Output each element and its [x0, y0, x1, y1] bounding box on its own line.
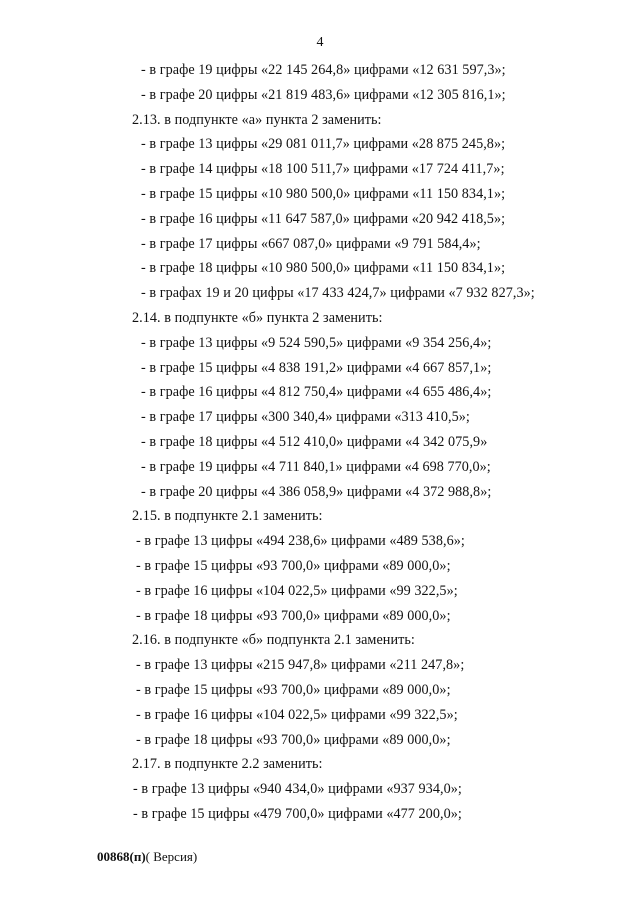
amendment-item: - в графе 15 цифры «93 700,0» цифрами «89 000,0»;: [136, 558, 451, 574]
amendment-item: - в графе 17 цифры «300 340,4» цифрами «313 410,5»;: [141, 409, 470, 426]
section-heading: 2.13. в подпункте «а» пункта 2 заменить:: [132, 111, 382, 128]
amendment-item: - в графе 13 цифры «494 238,6» цифрами «489 538,6»;: [136, 533, 465, 550]
amendment-item: - в графе 14 цифры «18 100 511,7» цифрами «17 724 411,7»;: [141, 161, 505, 178]
amendment-item: - в графе 16 цифры «11 647 587,0» цифрами «20 942 418,5»;: [141, 210, 506, 227]
amendment-item: - в графе 13 цифры «29 081 011,7» цифрами «28 875 245,8»;: [141, 136, 506, 153]
amendment-item: - в графе 18 цифры «93 700,0» цифрами «89 000,0»;: [136, 607, 451, 624]
amendment-item: - в графе 17 цифры «667 087,0» цифрами «9 791 584,4»;: [141, 235, 481, 252]
amendment-item: - в графе 19 цифры «22 145 264,8» цифрами «12 631 597,3»;: [141, 62, 506, 78]
section-heading: 2.14. в подпункте «б» пункта 2 заменить:: [132, 310, 383, 326]
amendment-item: - в графе 18 цифры «93 700,0» цифрами «89 000,0»;: [136, 731, 451, 748]
amendment-item: - в графе 13 цифры «215 947,8» цифрами «211 247,8»;: [136, 657, 465, 674]
amendment-item: - в графе 15 цифры «479 700,0» цифрами «477 200,0»;: [133, 806, 462, 822]
amendment-item: - в графе 15 цифры «93 700,0» цифрами «89 000,0»;: [136, 682, 451, 698]
amendment-item: - в графе 13 цифры «9 524 590,5» цифрами «9 354 256,4»;: [141, 334, 492, 351]
amendment-item: - в графах 19 и 20 цифры «17 433 424,7» цифрами «7 932 827,3»;: [141, 285, 535, 302]
amendment-item: - в графе 13 цифры «940 434,0» цифрами «937 934,0»;: [133, 781, 462, 798]
amendment-item: - в графе 20 цифры «21 819 483,6» цифрами «12 305 816,1»;: [141, 86, 506, 103]
amendment-item: - в графе 16 цифры «104 022,5» цифрами «99 322,5»;: [136, 582, 458, 599]
amendment-item: - в графе 20 цифры «4 386 058,9» цифрами «4 372 988,8»;: [141, 483, 492, 500]
amendment-item: - в графе 19 цифры «4 711 840,1» цифрами «4 698 770,0»;: [141, 458, 491, 475]
amendment-item: - в графе 15 цифры «10 980 500,0» цифрами «11 150 834,1»;: [141, 186, 506, 202]
section-heading: 2.16. в подпункте «б» подпункта 2.1 заменить:: [132, 632, 415, 649]
amendment-item: - в графе 18 цифры «10 980 500,0» цифрами «11 150 834,1»;: [141, 260, 506, 277]
amendment-item: - в графе 15 цифры «4 838 191,2» цифрами «4 667 857,1»;: [141, 359, 492, 376]
section-heading: 2.15. в подпункте 2.1 заменить:: [132, 508, 323, 525]
footer-code: 00868(п): [97, 849, 146, 864]
amendment-item: - в графе 16 цифры «104 022,5» цифрами «99 322,5»;: [136, 706, 458, 723]
footer-label: ( Версия): [145, 849, 198, 864]
page-number: 4: [316, 35, 324, 50]
amendment-item: - в графе 18 цифры «4 512 410,0» цифрами «4 342 075,9»: [141, 434, 488, 450]
document-footer: [97, 849, 197, 865]
section-heading: 2.17. в подпункте 2.2 заменить:: [132, 756, 323, 773]
amendment-item: - в графе 16 цифры «4 812 750,4» цифрами «4 655 486,4»;: [141, 384, 492, 401]
